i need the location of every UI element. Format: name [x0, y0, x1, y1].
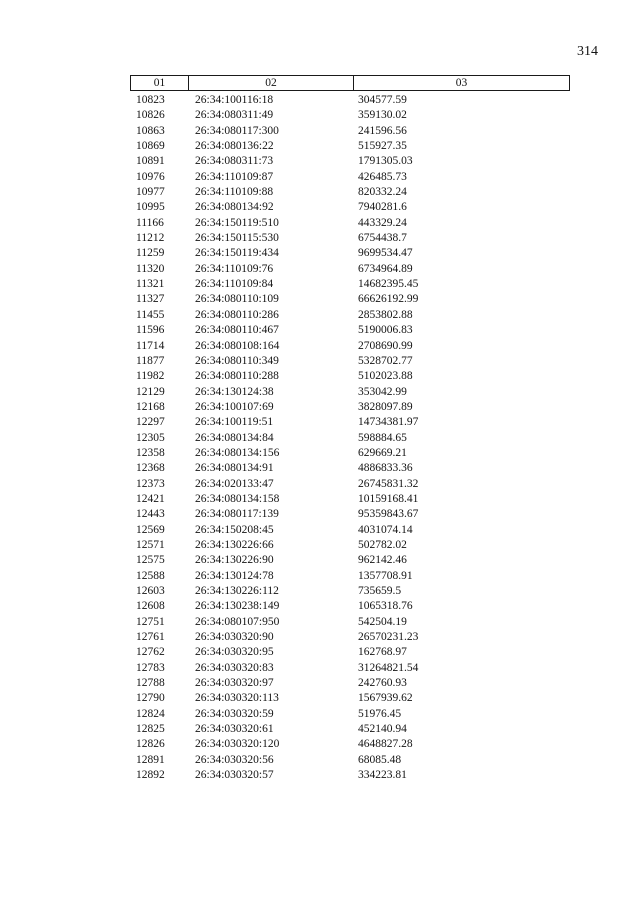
table-row [130, 630, 570, 645]
table-cell-col-01: 12825 [136, 723, 165, 736]
table-cell-col-02: 26:34:080107:950 [195, 615, 280, 628]
table-cell-col-01: 12305 [136, 431, 165, 444]
table-row [130, 400, 570, 415]
table-cell-col-01: 11166 [136, 216, 164, 229]
table-cell-col-02: 26:34:080117:300 [195, 124, 279, 137]
table-cell-col-02: 26:34:130226:90 [195, 554, 274, 567]
table-row [130, 477, 570, 492]
table-cell-col-03: 6754438.7 [358, 232, 407, 245]
table-cell-col-01: 12788 [136, 677, 165, 690]
table-cell-col-01: 12892 [136, 769, 165, 782]
table-row [130, 323, 570, 338]
table-cell-col-03: 6734964.89 [358, 262, 413, 275]
table-row [130, 768, 570, 783]
table-row [130, 446, 570, 461]
table-cell-col-02: 26:34:150119:434 [195, 247, 279, 260]
table-cell-col-02: 26:34:130226:112 [195, 585, 279, 597]
table-header-row [130, 75, 570, 91]
table-body [130, 93, 570, 783]
table-cell-col-02: 26:34:080134:92 [195, 201, 274, 214]
table-row [130, 385, 570, 400]
table-cell-col-03: 9699534.47 [358, 247, 413, 260]
table-cell-col-02: 26:34:080110:349 [195, 354, 279, 367]
table-cell-col-02: 26:34:110109:84 [195, 278, 274, 291]
table-cell-col-03: 515927.35 [358, 140, 407, 153]
table-cell-col-01: 11259 [136, 247, 165, 260]
table-cell-col-03: 4031074.14 [358, 523, 413, 536]
table-row [130, 339, 570, 354]
table-cell-col-03: 14734381.97 [358, 416, 419, 429]
table-cell-col-01: 10891 [136, 155, 165, 168]
table-cell-col-01: 12783 [136, 661, 165, 674]
table-cell-col-02: 26:34:150119:510 [195, 216, 279, 229]
table-cell-col-02: 26:34:030320:95 [195, 646, 274, 659]
column-header-03: 03 [455, 77, 468, 89]
table-cell-col-03: 353042.99 [358, 385, 407, 398]
data-table [130, 75, 570, 783]
column-header-02: 02 [189, 76, 354, 90]
table-cell-col-03: 820332.24 [358, 186, 407, 199]
table-row [130, 507, 570, 522]
table-cell-col-02: 26:34:110109:87 [195, 170, 274, 183]
table-cell-col-03: 26745831.32 [358, 477, 419, 490]
table-row [130, 599, 570, 614]
table-cell-col-03: 304577.59 [358, 94, 407, 106]
table-row [130, 154, 570, 169]
table-cell-col-02: 26:34:130124:38 [195, 385, 274, 398]
table-cell-col-01: 12762 [136, 646, 165, 659]
table-cell-col-01: 12373 [136, 477, 165, 490]
table-cell-col-03: 452140.94 [358, 723, 407, 736]
table-cell-col-01: 10976 [136, 170, 165, 183]
table-cell-col-03: 426485.73 [358, 170, 407, 183]
table-cell-col-03: 2853802.88 [358, 308, 413, 321]
table-cell-col-02: 26:34:080311:49 [195, 109, 274, 122]
table-row [130, 246, 570, 261]
table-cell-col-03: 51976.45 [358, 707, 402, 720]
table-cell-col-02: 26:34:100107:69 [195, 400, 274, 413]
table-cell-col-02: 26:34:080134:158 [195, 492, 280, 505]
table-cell-col-03: 359130.02 [358, 109, 407, 122]
table-cell-col-01: 12761 [136, 631, 165, 644]
table-cell-col-03: 10159168.41 [358, 492, 419, 505]
table-row [130, 200, 570, 215]
table-cell-col-01: 10869 [136, 140, 165, 153]
table-cell-col-03: 3828097.89 [358, 400, 413, 413]
page-number: 314 [577, 44, 598, 59]
table-cell-col-03: 4886833.36 [358, 462, 413, 475]
table-cell-col-02: 26:34:130226:66 [195, 538, 274, 551]
table-cell-col-01: 11212 [136, 232, 165, 245]
table-row [130, 308, 570, 323]
table-cell-col-02: 26:34:080117:139 [195, 508, 279, 521]
table-row [130, 431, 570, 446]
table-cell-col-01: 12790 [136, 692, 165, 705]
table-cell-col-02: 26:34:030320:113 [195, 692, 279, 705]
table-row [130, 753, 570, 768]
table-cell-col-02: 26:34:080110:467 [195, 324, 279, 337]
table-cell-col-03: 629669.21 [358, 446, 407, 459]
table-row [130, 354, 570, 369]
table-cell-col-03: 31264821.54 [358, 661, 419, 674]
table-row [130, 369, 570, 384]
table-cell-col-03: 1357708.91 [358, 569, 413, 582]
table-cell-col-01: 12588 [136, 569, 165, 582]
table-cell-col-01: 11327 [136, 293, 165, 306]
table-cell-col-03: 26570231.23 [358, 631, 419, 644]
table-cell-col-01: 12421 [136, 492, 165, 505]
table-cell-col-03: 5328702.77 [358, 354, 413, 367]
table-cell-col-01: 12824 [136, 707, 165, 720]
table-row [130, 292, 570, 307]
table-cell-col-02: 26:34:080134:84 [195, 431, 274, 444]
table-cell-col-02: 26:34:080108:164 [195, 339, 280, 352]
table-cell-col-02: 26:34:080136:22 [195, 140, 274, 153]
table-cell-col-03: 962142.46 [358, 554, 407, 567]
table-cell-col-03: 443329.24 [358, 216, 407, 229]
table-cell-col-02: 26:34:080110:286 [195, 308, 279, 321]
table-row [130, 124, 570, 139]
table-cell-col-02: 26:34:130238:149 [195, 600, 280, 613]
table-row [130, 461, 570, 476]
table-row [130, 93, 570, 108]
table-row [130, 538, 570, 553]
table-cell-col-02: 26:34:150208:45 [195, 523, 274, 536]
table-cell-col-02: 26:34:030320:83 [195, 661, 274, 674]
table-cell-col-01: 11321 [136, 278, 165, 291]
table-cell-col-01: 12443 [136, 508, 165, 521]
table-cell-col-01: 10823 [136, 94, 165, 106]
table-row [130, 645, 570, 660]
table-cell-col-02: 26:34:080110:109 [195, 293, 279, 306]
table-cell-col-02: 26:34:020133:47 [195, 477, 274, 490]
table-cell-col-02: 26:34:110109:76 [195, 262, 274, 275]
table-cell-col-03: 5102023.88 [358, 370, 413, 383]
table-cell-col-01: 11714 [136, 339, 165, 352]
column-header-01: 01 [131, 76, 189, 90]
table-row [130, 615, 570, 630]
table-row [130, 185, 570, 200]
table-cell-col-03: 2708690.99 [358, 339, 413, 352]
table-row [130, 231, 570, 246]
table-row [130, 691, 570, 706]
table-cell-col-03: 1567939.62 [358, 692, 413, 705]
table-cell-col-01: 12608 [136, 600, 165, 613]
table-row [130, 262, 570, 277]
table-row [130, 569, 570, 584]
table-cell-col-02: 26:34:100116:18 [195, 94, 274, 106]
table-cell-col-01: 10863 [136, 124, 165, 137]
table-cell-col-01: 11877 [136, 354, 165, 367]
table-cell-col-02: 26:34:030320:90 [195, 631, 274, 644]
table-cell-col-03: 7940281.6 [358, 201, 407, 214]
table-row [130, 492, 570, 507]
table-cell-col-03: 241596.56 [358, 124, 407, 137]
table-cell-col-02: 26:34:080311:73 [195, 155, 274, 168]
table-row [130, 676, 570, 691]
table-row [130, 139, 570, 154]
table-row [130, 707, 570, 722]
table-cell-col-03: 242760.93 [358, 677, 407, 690]
table-cell-col-01: 11455 [136, 308, 165, 321]
table-cell-col-03: 4648827.28 [358, 738, 413, 751]
table-row [130, 584, 570, 599]
table-row [130, 277, 570, 292]
table-cell-col-02: 26:34:100119:51 [195, 416, 274, 429]
table-cell-col-03: 542504.19 [358, 615, 407, 628]
table-cell-col-01: 11320 [136, 262, 165, 275]
table-cell-col-02: 26:34:150115:530 [195, 232, 279, 245]
table-cell-col-01: 12603 [136, 585, 165, 597]
table-row [130, 722, 570, 737]
table-cell-col-01: 12129 [136, 385, 165, 398]
table-row [130, 661, 570, 676]
table-cell-col-01: 12891 [136, 753, 165, 766]
table-cell-col-01: 10977 [136, 186, 165, 199]
table-row [130, 216, 570, 231]
table-cell-col-01: 12826 [136, 738, 165, 751]
table-cell-col-03: 14682395.45 [358, 278, 419, 291]
table-row [130, 737, 570, 752]
table-row [130, 415, 570, 430]
table-cell-col-03: 598884.65 [358, 431, 407, 444]
table-cell-col-02: 26:34:080134:156 [195, 446, 280, 459]
table-cell-col-01: 11982 [136, 370, 165, 383]
table-cell-col-01: 12358 [136, 446, 165, 459]
table-cell-col-03: 5190006.83 [358, 324, 413, 337]
table-cell-col-03: 334223.81 [358, 769, 407, 782]
table-cell-col-02: 26:34:110109:88 [195, 186, 274, 199]
table-cell-col-03: 1065318.76 [358, 600, 413, 613]
table-row [130, 108, 570, 123]
table-cell-col-03: 66626192.99 [358, 293, 419, 306]
table-cell-col-02: 26:34:080110:288 [195, 370, 279, 383]
table-cell-col-02: 26:34:030320:59 [195, 707, 274, 720]
table-row [130, 523, 570, 538]
table-row [130, 553, 570, 568]
table-cell-col-02: 26:34:030320:56 [195, 753, 274, 766]
table-cell-col-01: 11596 [136, 324, 165, 337]
table-cell-col-02: 26:34:030320:61 [195, 723, 274, 736]
table-cell-col-01: 12751 [136, 615, 165, 628]
table-cell-col-03: 502782.02 [358, 538, 407, 551]
table-cell-col-03: 68085.48 [358, 753, 402, 766]
table-cell-col-01: 12297 [136, 416, 165, 429]
table-cell-col-03: 1791305.03 [358, 155, 413, 168]
table-cell-col-01: 10826 [136, 109, 165, 122]
table-cell-col-02: 26:34:130124:78 [195, 569, 274, 582]
table-cell-col-01: 12569 [136, 523, 165, 536]
table-cell-col-02: 26:34:030320:97 [195, 677, 274, 690]
table-cell-col-01: 12575 [136, 554, 165, 567]
table-cell-col-01: 10995 [136, 201, 165, 214]
table-cell-col-02: 26:34:030320:120 [195, 738, 280, 751]
table-row [130, 170, 570, 185]
table-cell-col-03: 735659.5 [358, 585, 402, 597]
table-cell-col-01: 12168 [136, 400, 165, 413]
table-cell-col-02: 26:34:080134:91 [195, 462, 274, 475]
table-cell-col-03: 162768.97 [358, 646, 407, 659]
table-cell-col-02: 26:34:030320:57 [195, 769, 274, 782]
table-cell-col-03: 95359843.67 [358, 508, 419, 521]
table-cell-col-01: 12571 [136, 538, 165, 551]
table-cell-col-01: 12368 [136, 462, 165, 475]
